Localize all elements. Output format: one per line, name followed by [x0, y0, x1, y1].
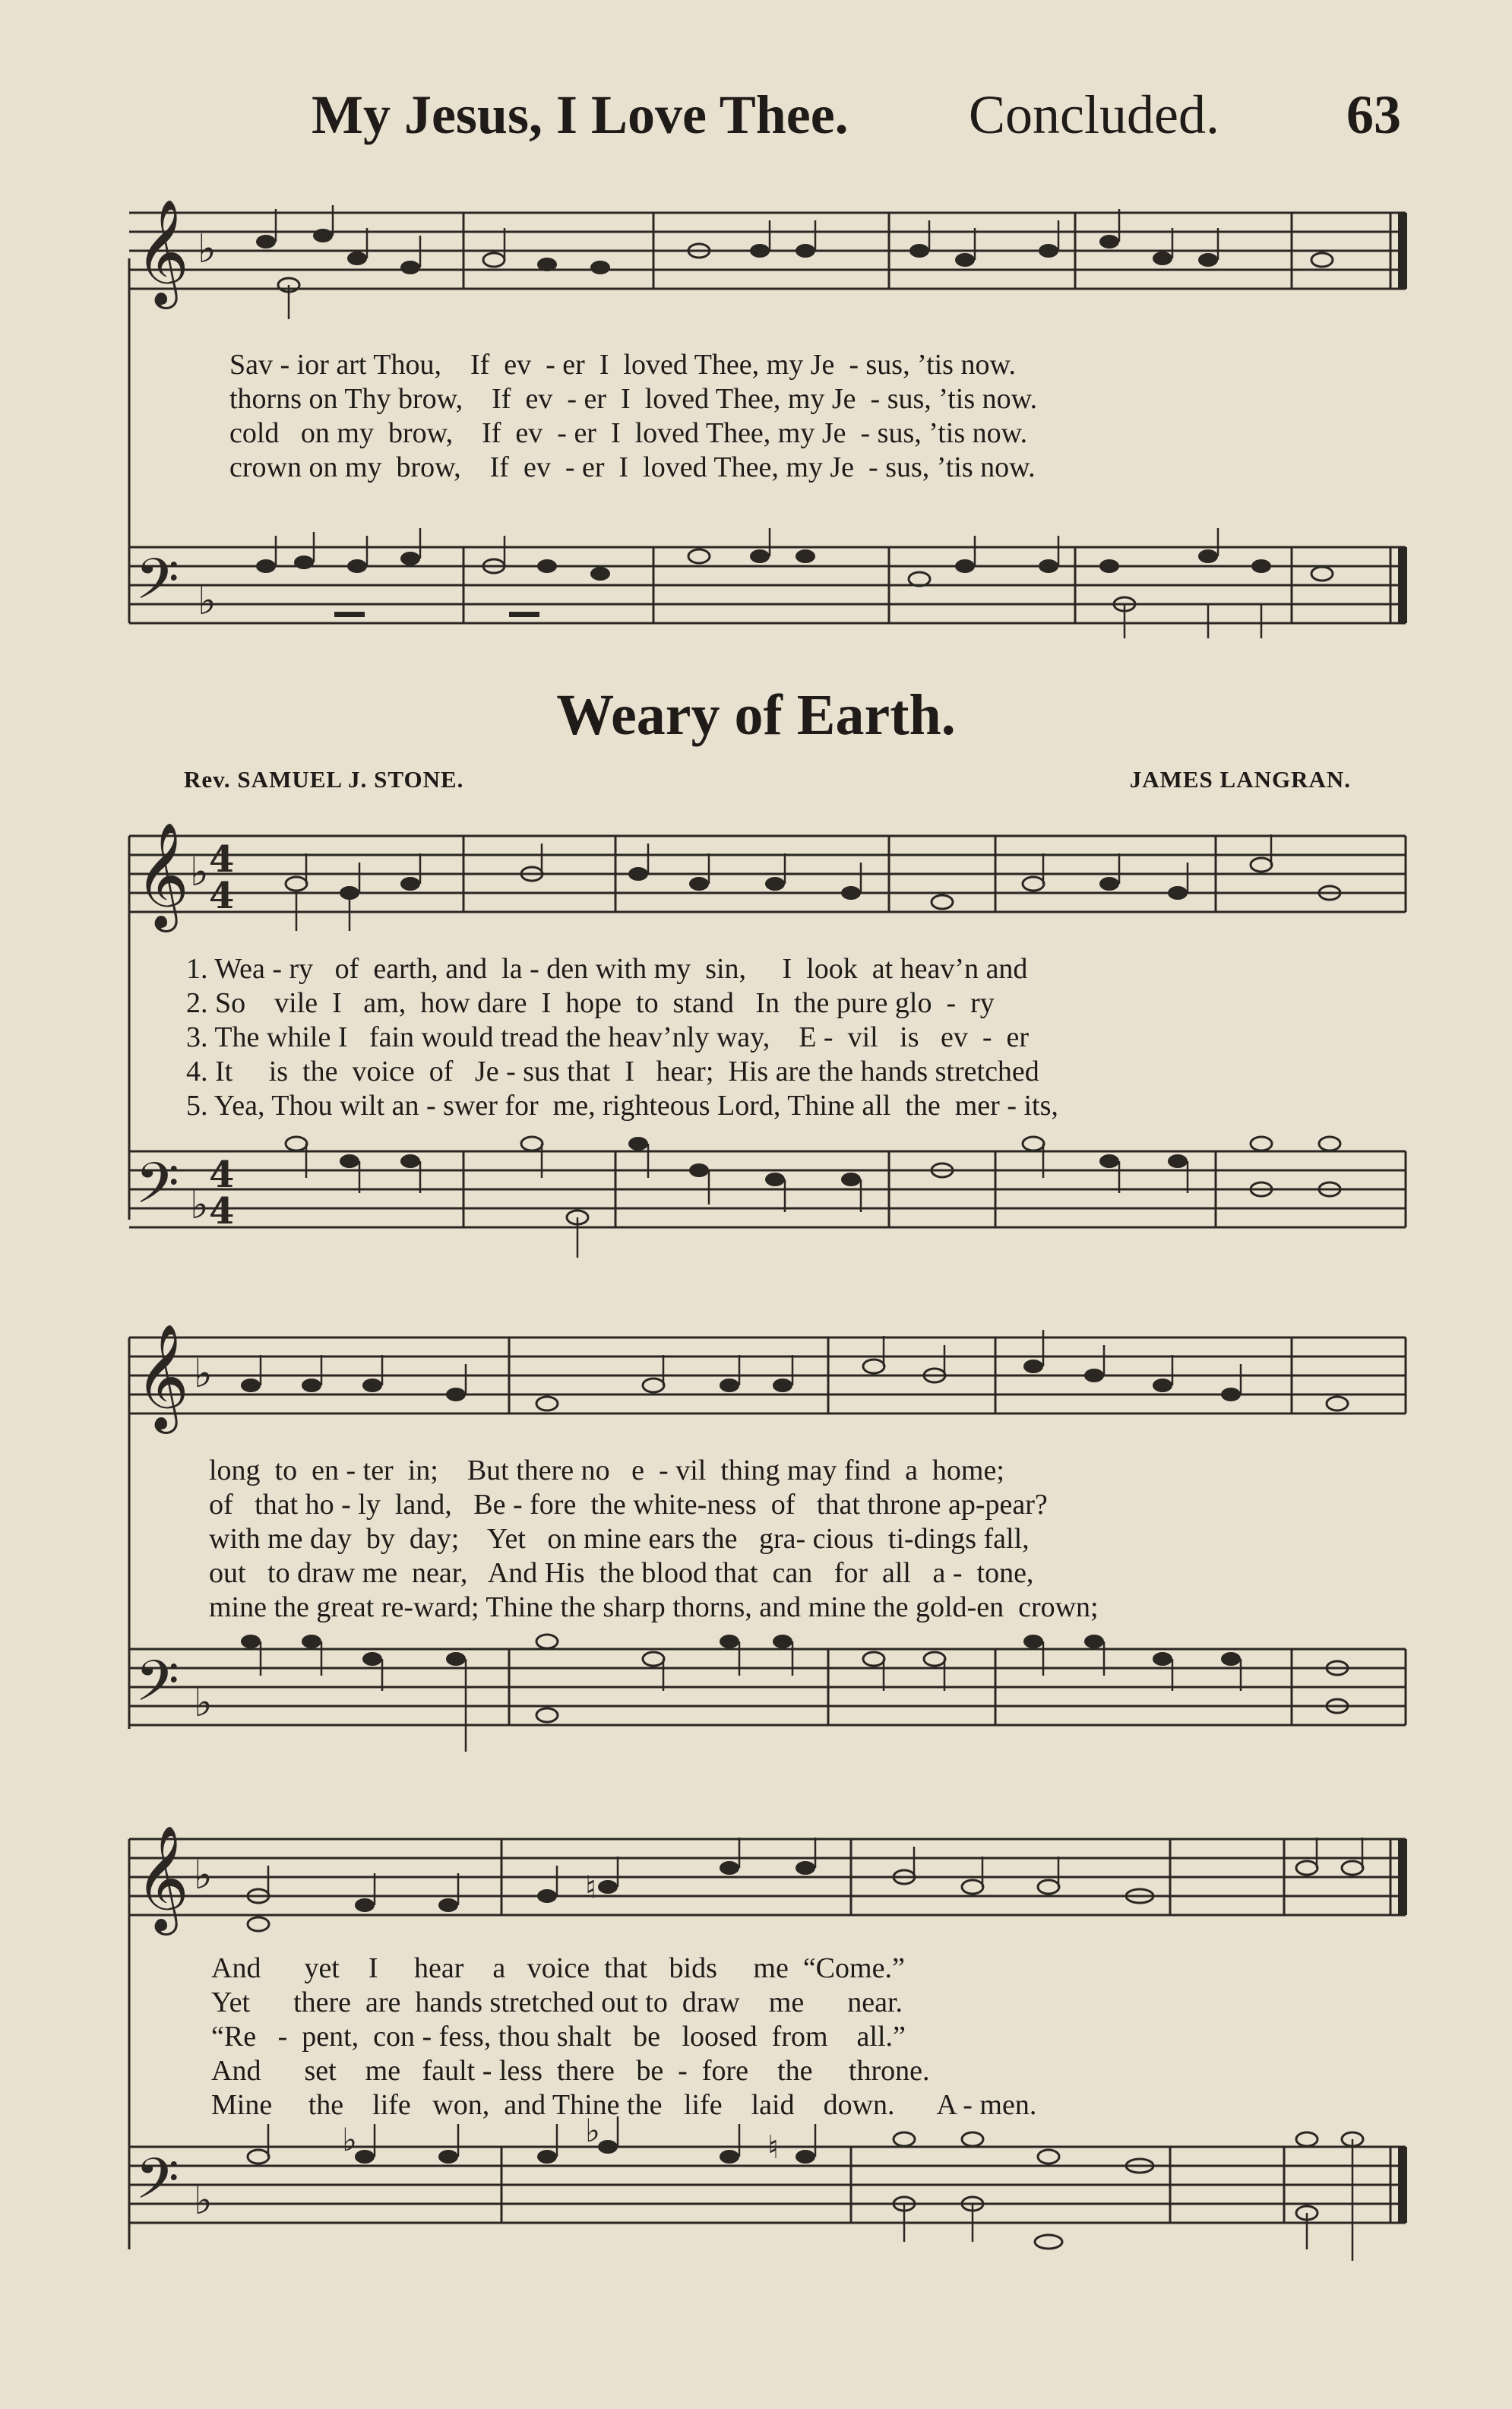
system2-treble-staff	[122, 822, 1413, 961]
system4-treble-staff	[122, 1824, 1413, 1961]
system3-treble-staff	[122, 1326, 1413, 1463]
svg-text:𝄢: 𝄢	[135, 1151, 179, 1230]
svg-text:♭: ♭	[194, 1680, 213, 1726]
svg-text:𝄞: 𝄞	[135, 822, 189, 928]
lyric-line: Yet there are hands stretched out to draw me near.	[211, 1986, 903, 2018]
bass-staff-graphic	[122, 524, 1413, 661]
lyric-line: 3. The while I fain would tread the heav’nly way, E - vil is ev - er	[186, 1021, 1030, 1053]
treble-staff-graphic	[122, 822, 1413, 961]
svg-text:4: 4	[209, 1190, 235, 1233]
system2-lyrics	[186, 952, 1387, 1123]
lyric-line: 5. Yea, Thou wilt an - swer for me, righteous Lord, Thine all the mer - its,	[186, 1090, 1058, 1122]
running-head-title: My Jesus, I Love Thee.	[312, 84, 849, 145]
page-number: 63	[1346, 84, 1401, 145]
svg-text:𝄞: 𝄞	[135, 1324, 189, 1429]
system1-bass-staff	[122, 524, 1413, 661]
lyric-line: crown on my brow, If ev - er I loved Thee, my Je - sus, ’tis now.	[229, 451, 1036, 483]
lyric-line: Mine the life won, and Thine the life laid down. A - men.	[211, 2089, 1037, 2121]
bass-staff-graphic	[122, 1132, 1413, 1269]
author-credit: Rev. SAMUEL J. STONE.	[184, 766, 464, 793]
composer-credit: JAMES LANGRAN.	[1129, 766, 1351, 793]
lyric-line: of that ho - ly land, Be - fore the white-ness of that throne ap-pear?	[209, 1489, 1048, 1521]
svg-text:♭: ♭	[198, 578, 217, 624]
bass-staff-graphic	[122, 2112, 1413, 2265]
lyric-line: mine the great re-ward; Thine the sharp thorns, and mine the gold-en crown;	[209, 1591, 1099, 1623]
treble-staff-graphic	[122, 1326, 1413, 1463]
system4-lyrics	[211, 1952, 1412, 2123]
svg-text:♭: ♭	[194, 1351, 213, 1397]
lyric-line: thorns on Thy brow, If ev - er I loved Thee, my Je - sus, ’tis now.	[229, 383, 1038, 415]
lyric-line: 4. It is the voice of Je - sus that I hear; His are the hands stretched	[186, 1056, 1039, 1087]
system3-bass-staff	[122, 1630, 1413, 1767]
system1-lyrics	[229, 348, 1430, 485]
svg-text:♮: ♮	[585, 1869, 597, 1906]
treble-staff-graphic	[122, 199, 1413, 342]
svg-text:𝄞: 𝄞	[135, 1825, 189, 1931]
svg-text:♮: ♮	[767, 2129, 780, 2166]
svg-text:4: 4	[209, 1154, 235, 1196]
system4-bass-staff	[122, 2112, 1413, 2265]
system2-bass-staff	[122, 1132, 1413, 1269]
lyric-line: with me day by day; Yet on mine ears the gra- cious ti-dings fall,	[209, 1523, 1030, 1555]
lyric-line: long to en - ter in; But there no e - vil thing may find a home;	[209, 1455, 1004, 1486]
svg-text:♭: ♭	[585, 2112, 600, 2149]
svg-text:𝄢: 𝄢	[135, 546, 179, 626]
svg-text:♭: ♭	[190, 850, 209, 895]
svg-text:♭: ♭	[194, 1853, 213, 1898]
lyric-line: cold on my brow, If ev - er I loved Thee, my Je - sus, ’tis now.	[229, 417, 1028, 449]
svg-text:4: 4	[209, 875, 235, 917]
treble-staff-graphic	[122, 1824, 1413, 1961]
lyric-line: out to draw me near, And His the blood that can for all a - tone,	[209, 1557, 1034, 1589]
lyric-line: “Re - pent, con - fess, thou shalt be loosed from all.”	[211, 2021, 906, 2053]
system1-treble-staff	[122, 199, 1413, 342]
svg-text:♭: ♭	[194, 2178, 213, 2224]
system3-lyrics	[209, 1454, 1409, 1625]
svg-text:𝄢: 𝄢	[135, 2146, 179, 2226]
lyric-line: 1. Wea - ry of earth, and la - den with my sin, I look at heav’n and	[186, 953, 1028, 985]
svg-text:♭: ♭	[190, 1182, 209, 1228]
lyric-line: Sav - ior art Thou, If ev - er I loved Thee, my Je - sus, ’tis now.	[229, 349, 1016, 381]
svg-text:𝄢: 𝄢	[135, 1648, 179, 1728]
running-head-status: Concluded.	[969, 84, 1219, 145]
lyric-line: 2. So vile I am, how dare I hope to stand In the pure glo - ry	[186, 987, 995, 1019]
svg-text:𝄞: 𝄞	[135, 199, 189, 305]
svg-text:♭: ♭	[198, 226, 217, 272]
lyric-line: And yet I hear a voice that bids me “Come.”	[211, 1952, 905, 1984]
svg-text:4: 4	[209, 838, 235, 881]
svg-text:♭: ♭	[342, 2121, 357, 2158]
lyric-line: And set me fault - less there be - fore the throne.	[211, 2055, 930, 2087]
running-head	[0, 84, 1512, 152]
bass-staff-graphic	[122, 1630, 1413, 1767]
hymn-title: Weary of Earth.	[556, 683, 956, 747]
